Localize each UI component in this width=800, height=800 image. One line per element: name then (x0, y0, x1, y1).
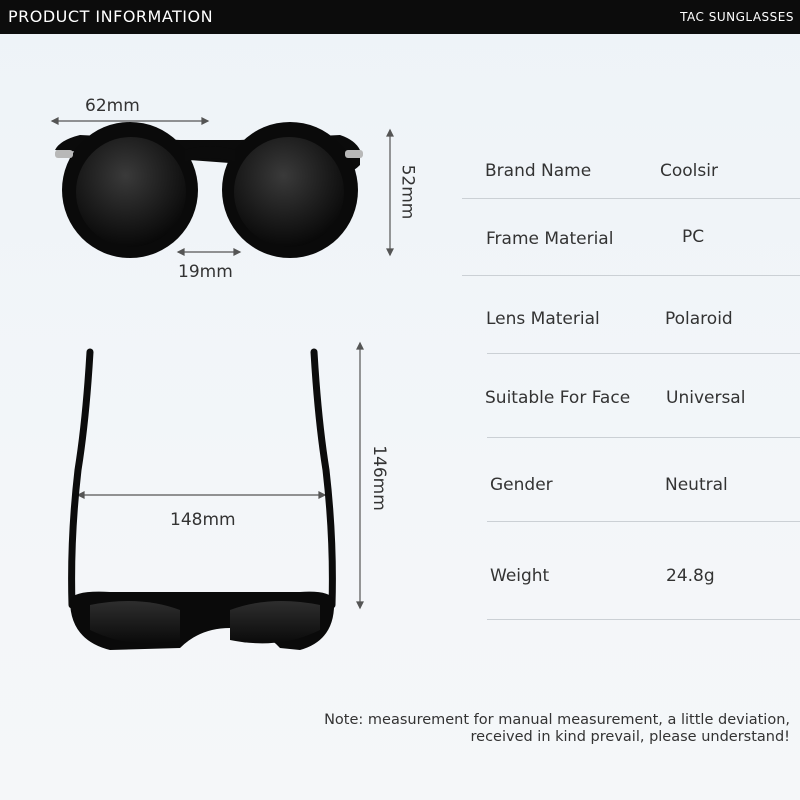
spec-value: Coolsir (660, 161, 718, 181)
spec-row-brand (485, 158, 800, 218)
spec-key: Brand Name (485, 161, 592, 181)
divider (487, 521, 800, 522)
divider (487, 619, 800, 620)
front-view-glasses (55, 122, 363, 258)
spec-value: 24.8g (666, 566, 715, 586)
temple-span-label: 148mm (170, 510, 236, 530)
product-category-label: TAC SUNGLASSES (680, 10, 794, 24)
measurement-note-line1: Note: measurement for manual measurement, a little deviation, (324, 712, 790, 728)
divider (462, 275, 800, 276)
spec-row-face (485, 385, 800, 445)
lens-height-label: 52mm (397, 164, 418, 220)
top-view-glasses (70, 352, 334, 650)
spec-key: Frame Material (486, 229, 614, 249)
spec-value: Universal (666, 388, 746, 408)
bridge-label: 19mm (178, 262, 233, 282)
spec-value: PC (682, 227, 705, 247)
page-title: PRODUCT INFORMATION (8, 7, 214, 26)
divider (487, 437, 800, 438)
measurement-note-line2: received in kind prevail, please understand! (470, 729, 790, 745)
divider (487, 353, 800, 354)
spec-row-lens (485, 306, 800, 366)
spec-value: Neutral (665, 475, 728, 495)
spec-key: Weight (490, 566, 550, 586)
spec-value: Polaroid (665, 309, 733, 329)
spec-row-weight (485, 563, 800, 623)
spec-row-gender (485, 472, 800, 532)
spec-row-frame (485, 226, 800, 286)
spec-key: Lens Material (486, 309, 600, 329)
divider (462, 198, 800, 199)
spec-key: Gender (490, 475, 553, 495)
spec-key: Suitable For Face (485, 388, 631, 408)
lens-width-label: 62mm (85, 96, 140, 116)
temple-length-label: 146mm (368, 445, 389, 511)
